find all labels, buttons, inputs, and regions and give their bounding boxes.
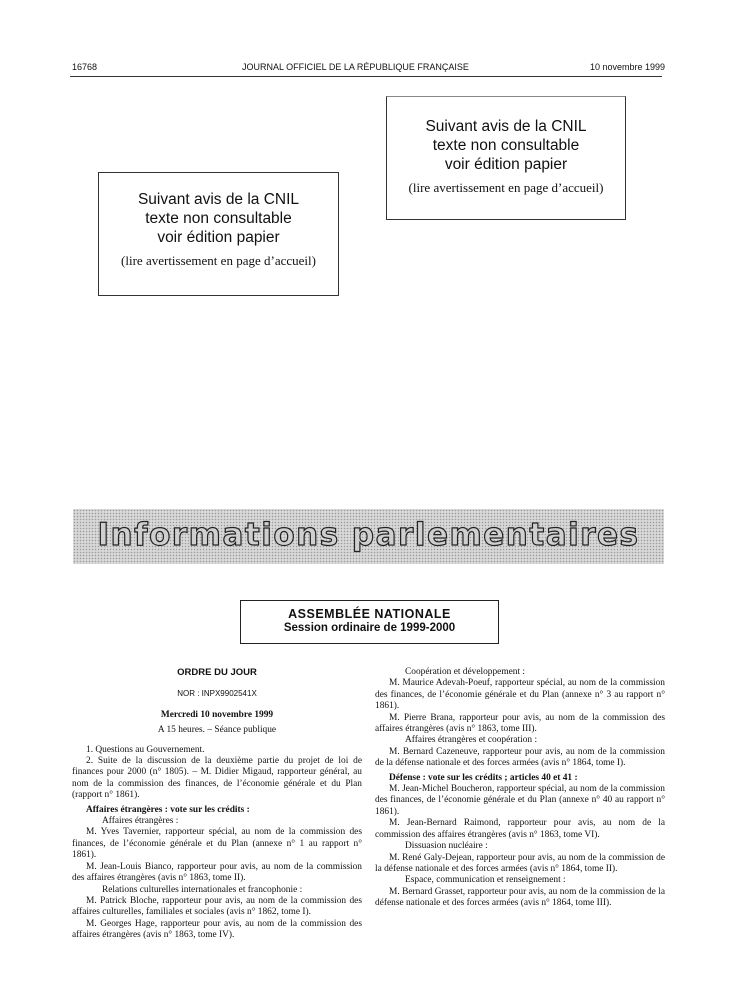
subsection-heading: Espace, communication et renseignement :: [405, 875, 566, 886]
cnil-notice-left: [98, 172, 339, 296]
cnil-note: (lire avertissement en page d’accueil): [408, 180, 604, 195]
header-rule: [70, 76, 662, 77]
left-column: [72, 667, 362, 942]
banner-title: Informations parlementaires: [97, 517, 640, 553]
rapporteur-entry: M. Bernard Cazeneuve, rapporteur pour avis, au nom de la commission de la défense nationale et des forces armées (avis n° 1864, tome I).: [375, 746, 665, 769]
rapporteur-entry: M. Jean-Michel Boucheron, rapporteur spécial, au nom de la commission des finances, de l’économie générale et du Plan (annexe n° 40 au rapport n° 1861).: [375, 784, 665, 817]
cnil-line3: voir édition papier: [444, 156, 568, 173]
assembly-box: [240, 600, 499, 644]
rapporteur-entry: M. René Galy-Dejean, rapporteur pour avis, au nom de la commission de la défense nationale et des forces armées (avis n° 1864, tome II).: [375, 852, 665, 874]
credits-heading: Affaires étrangères : vote sur les crédits :: [86, 804, 250, 815]
rapporteur-entry: M. Yves Tavernier, rapporteur spécial, au nom de la commission des finances, de l’économie générale et du Plan (annexe n° 1 au rapport n° 1861).: [72, 827, 362, 861]
cnil-line2: texte non consultable: [145, 210, 292, 227]
assembly-name: ASSEMBLÉE NATIONALE: [288, 607, 451, 621]
cnil-notice-right: [386, 96, 626, 220]
cnil-line2: texte non consultable: [432, 137, 580, 154]
page-number: 16768: [72, 62, 98, 72]
session-day: Mercredi 10 novembre 1999: [160, 709, 274, 720]
right-column: [375, 667, 665, 910]
journal-title: JOURNAL OFFICIEL DE LA RÉPUBLIQUE FRANÇAISE: [242, 62, 469, 72]
rapporteur-entry: M. Maurice Adevah-Poeuf, rapporteur spécial, au nom de la commission des finances, de l’économie générale et du Plan (annexe n° 3 au rapport n° 1861).: [375, 678, 665, 712]
rapporteur-entry: M. Jean-Bernard Raimond, rapporteur pour avis, au nom de la commission des affaires étrangères (avis n° 1863, tome VI).: [375, 818, 665, 840]
rapporteur-entry: M. Georges Hage, rapporteur pour avis, au nom de la commission des affaires étrangères (avis n° 1863, tome IV).: [72, 918, 362, 941]
nor-reference: NOR : INPX9902541X: [177, 689, 257, 699]
assembly-session: Session ordinaire de 1999-2000: [283, 622, 456, 634]
rapporteur-entry: M. Pierre Brana, rapporteur pour avis, au nom de la commission des affaires étrangères (avis n° 1863, tome III).: [375, 712, 665, 735]
subsection-heading: Affaires étrangères et coopération :: [405, 735, 538, 746]
cnil-line3: voir édition papier: [157, 229, 280, 246]
subsection-heading: Affaires étrangères :: [102, 816, 179, 827]
rapporteur-entry: M. Jean-Louis Bianco, rapporteur pour avis, au nom de la commission des affaires étrangères (avis n° 1863, tome II).: [72, 861, 362, 884]
order-heading: ORDRE DU JOUR: [177, 667, 257, 678]
agenda-item: 2. Suite de la discussion de la deuxième partie du projet de loi de finances pour 2000 (n° 1805). – M. Didier Migaud, rapporteur général, au nom de la commission des finances, de l’économie générale et du Plan (rapport n° 1861).: [72, 756, 362, 801]
cnil-note: (lire avertissement en page d’accueil): [121, 253, 316, 268]
defense-heading: Défense : vote sur les crédits ; articles 40 et 41 :: [389, 772, 578, 783]
session-time: A 15 heures. – Séance publique: [157, 725, 277, 736]
subsection-heading: Relations culturelles internationales et francophonie :: [102, 884, 303, 895]
rapporteur-entry: M. Bernard Grasset, rapporteur pour avis, au nom de la commission de la défense nationale et des forces armées (avis n° 1864, tome III).: [375, 886, 665, 909]
subsection-heading: Coopération et développement :: [405, 667, 526, 677]
cnil-line1: Suivant avis de la CNIL: [137, 191, 300, 208]
rapporteur-entry: M. Patrick Bloche, rapporteur pour avis, au nom de la commission des affaires culturelles, familiales et sociales (avis n° 1862, tome I).: [72, 895, 362, 918]
header-date: 10 novembre 1999: [590, 62, 666, 72]
section-banner: [73, 509, 664, 564]
cnil-line1: Suivant avis de la CNIL: [425, 118, 587, 135]
subsection-heading: Dissuasion nucléaire :: [405, 841, 488, 852]
agenda-item: 1. Questions au Gouvernement.: [86, 744, 205, 755]
